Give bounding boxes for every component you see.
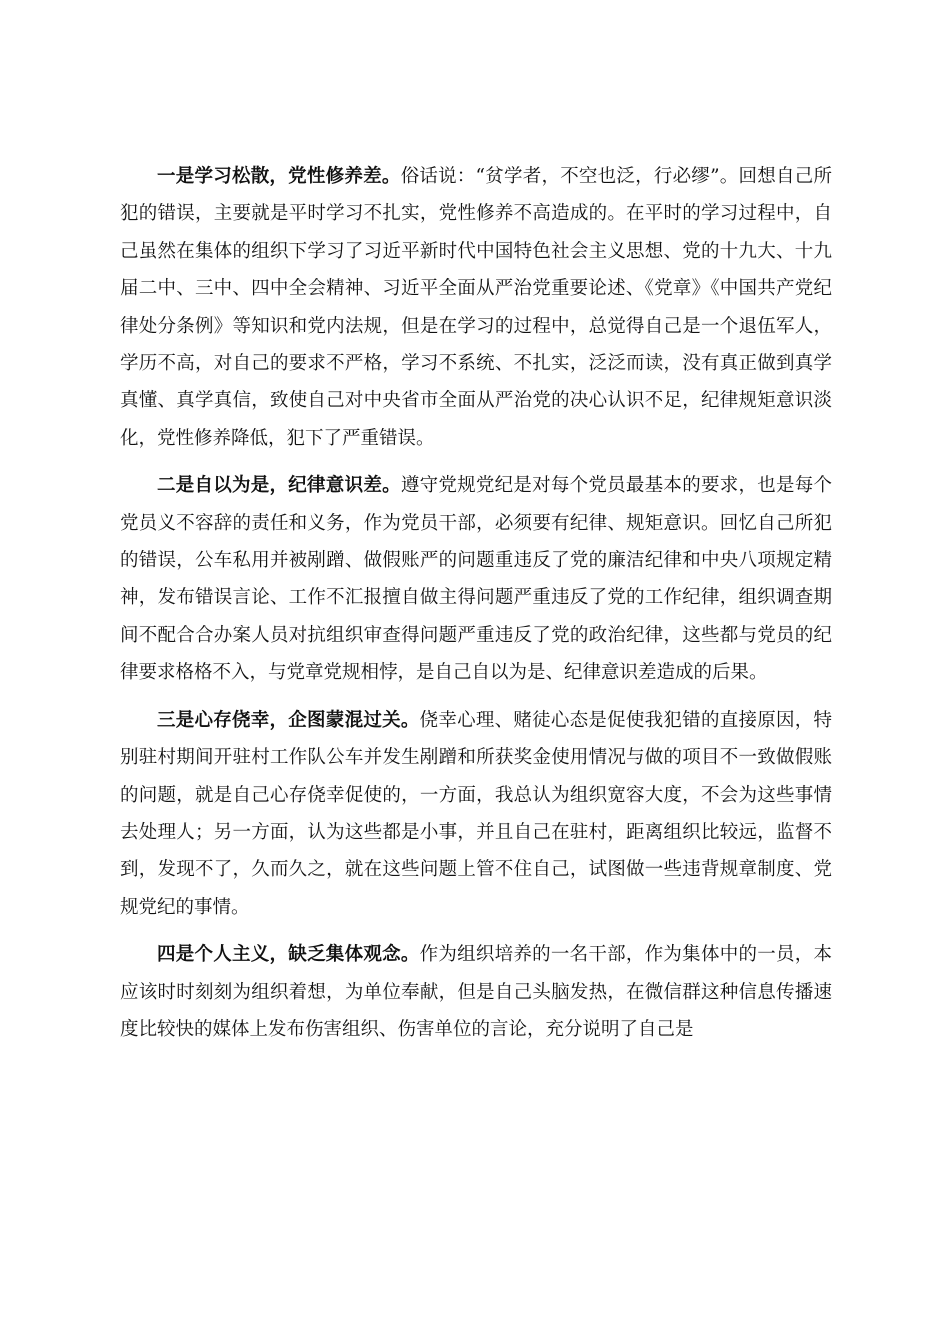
paragraph-discipline [120, 467, 832, 691]
document-body [120, 158, 832, 1048]
paragraph-heading: 三是心存侥幸，企图蒙混过关。 [157, 709, 420, 731]
paragraph-luck [120, 702, 832, 926]
paragraph-study [120, 158, 832, 457]
paragraph-heading: 一是学习松散，党性修养差。 [157, 166, 401, 187]
paragraph-text: 遵守党规党纪是对每个党员最基本的要求，也是每个党员义不容辞的责任和义务，作为党员干部，必须要有纪律、规矩意识。回忆自己所犯的错误，公车私用并被剐蹭、做假账严的问题重违反了党的廉洁纪律和中央八项规定精神，发布错误言论、工作不汇报擅自做主得问题严重违反了党的工作纪律，组织调查期间不配合合办案人员对抗组织审查得问题严重违反了党的政治纪律，这些都与党员的纪律要求格格不入，与党章党规相悖，是自己自以为是、纪律意识差造成的后果。 [120, 475, 832, 684]
paragraph-text: 作为组织培养的一名干部，作为集体中的一员，本应该时时刻刻为组织着想，为单位奉献，但是自己头脑发热，在微信群这种信息传播速度比较快的媒体上发布伤害组织、伤害单位的言论，充分说明了自己是 [120, 944, 832, 1040]
paragraph-text: 侥幸心理、赌徒心态是促使我犯错的直接原因，特别驻村期间开驻村工作队公车并发生剐蹭和所获奖金使用情况与做的项目不一致做假账的问题，就是自己心存侥幸促使的，一方面，我总认为组织宽容大度，不会为这些事情去处理人；另一方面，认为这些都是小事，并且自己在驻村，距离组织比较远，监督不到，发现不了，久而久之，就在这些问题上管不住自己，试图做一些违背规章制度、党规党纪的事情。 [120, 709, 832, 918]
paragraph-heading: 二是自以为是，纪律意识差。 [157, 475, 401, 497]
paragraph-text: 俗话说：“贫学者，不空也泛，行必缪”。回想自己所犯的错误，主要就是平时学习不扎实，党性修养不高造成的。在平时的学习过程中，自己虽然在集体的组织下学习了习近平新时代中国特色社会主义思想、党的十九大、十九届二中、三中、四中全会精神、习近平全面从严治党重要论述、《党章》《中国共产党纪律处分条例》等知识和党内法规，但是在学习的过程中，总觉得自己是一个退伍军人，学历不高，对自己的要求不严格，学习不系统、不扎实，泛泛而读，没有真正做到真学真懂、真学真信，致使自己对中央省市全面从严治党的决心认识不足，纪律规矩意识淡化，党性修养降低，犯下了严重错误。 [120, 166, 832, 449]
paragraph-individualism [120, 936, 832, 1048]
paragraph-heading: 四是个人主义，缺乏集体观念。 [157, 944, 420, 966]
